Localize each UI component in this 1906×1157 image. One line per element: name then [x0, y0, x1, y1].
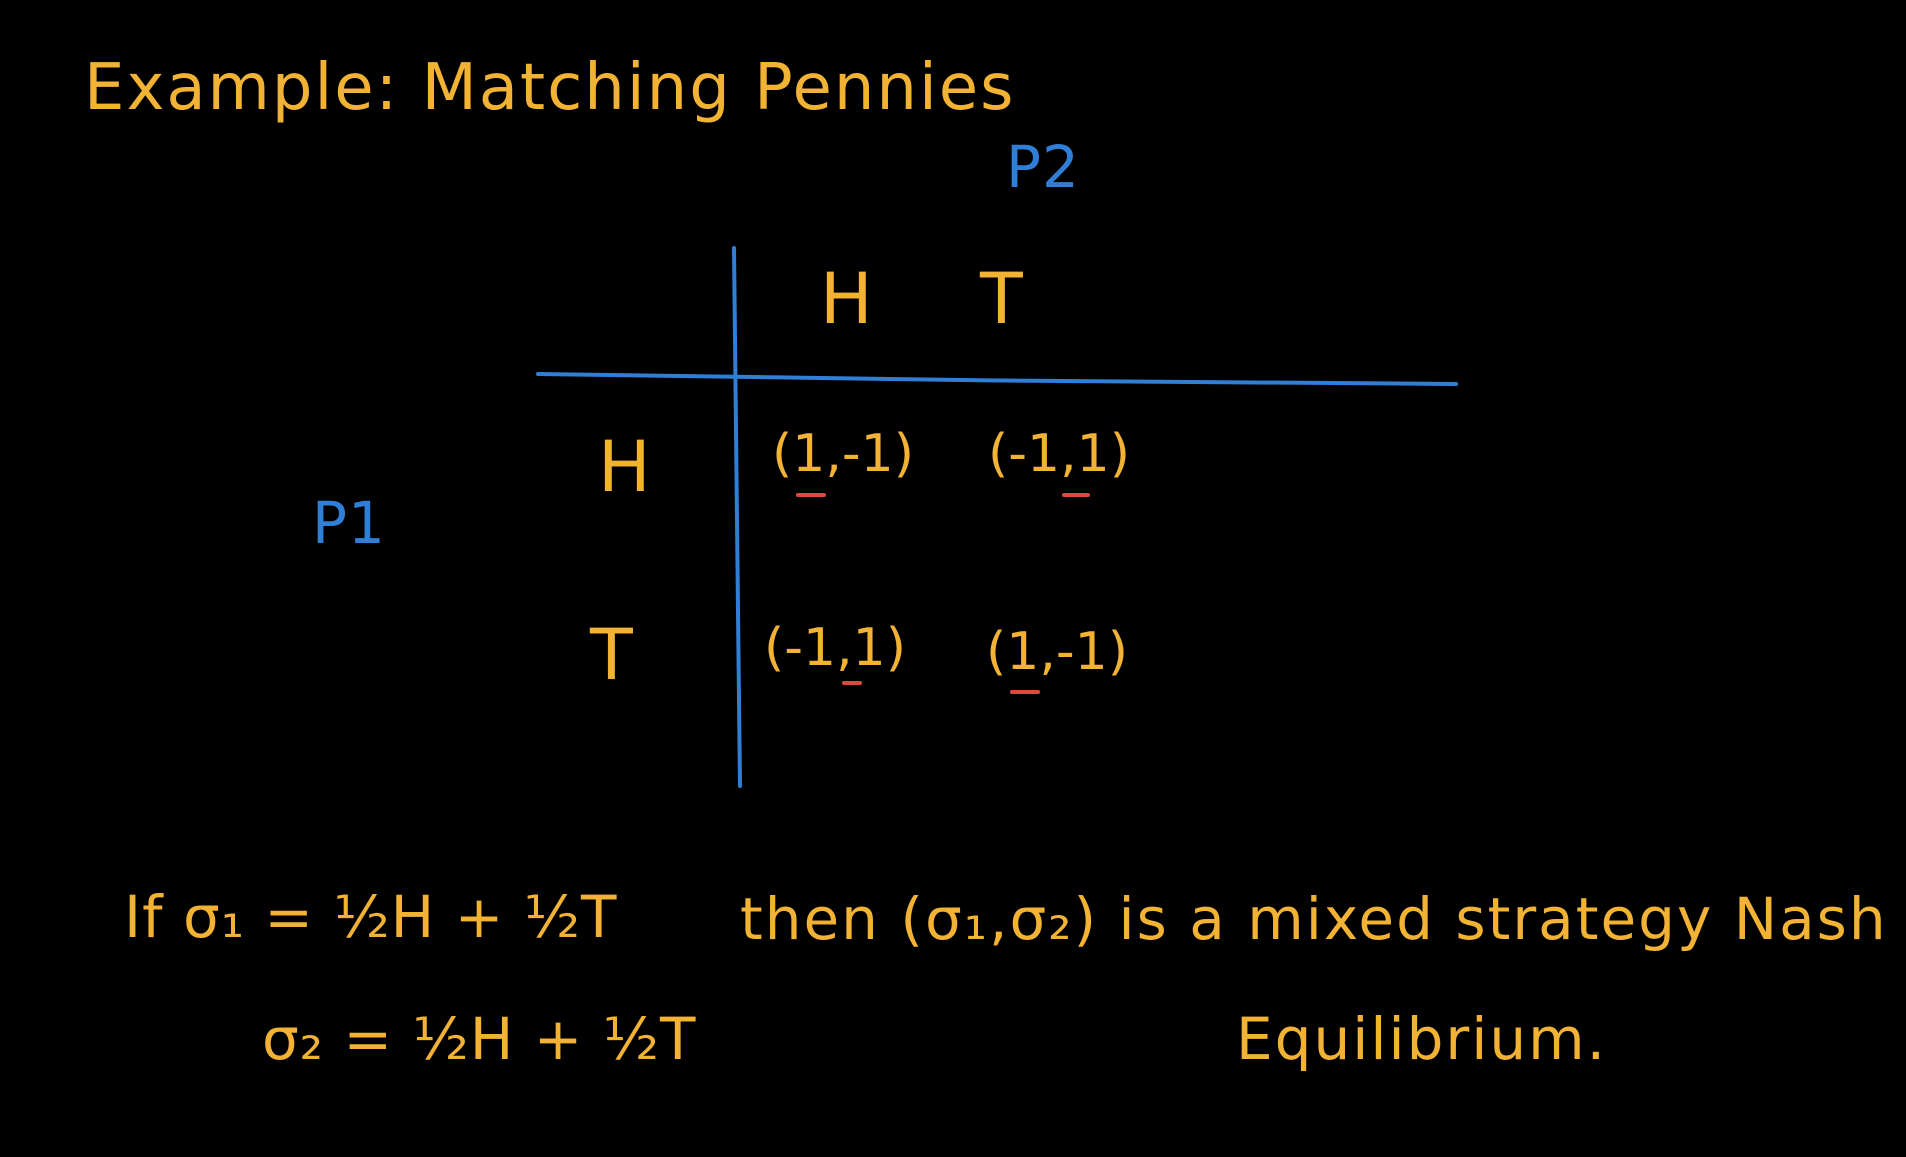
sigma2-condition: σ₂ = ½H + ½T — [262, 1005, 697, 1073]
best-response-underline-th — [842, 681, 862, 685]
conclusion-line-1: then (σ₁,σ₂) is a mixed strategy Nash — [740, 885, 1888, 953]
conclusion-line-2: Equilibrium. — [1236, 1005, 1608, 1073]
column-label-heads: H — [820, 258, 874, 340]
payoff-cell-ht: (-1,1) — [988, 424, 1131, 484]
sigma1-condition: If σ₁ = ½H + ½T — [124, 883, 618, 951]
best-response-underline-ht — [1062, 493, 1090, 497]
row-label-tails: T — [590, 614, 634, 696]
page-title: Example: Matching Pennies — [84, 51, 1016, 125]
player-1-label: P1 — [312, 489, 386, 557]
column-label-tails: T — [980, 258, 1024, 340]
payoff-cell-tt: (1,-1) — [986, 622, 1129, 682]
best-response-underline-hh — [796, 493, 826, 497]
matrix-vertical-divider — [734, 248, 740, 786]
payoff-cell-th: (-1,1) — [764, 618, 907, 678]
row-label-heads: H — [598, 426, 652, 508]
best-response-underline-tt — [1010, 690, 1040, 694]
player-2-label: P2 — [1006, 133, 1080, 201]
matrix-horizontal-divider — [538, 374, 1456, 384]
payoff-cell-hh: (1,-1) — [772, 424, 915, 484]
